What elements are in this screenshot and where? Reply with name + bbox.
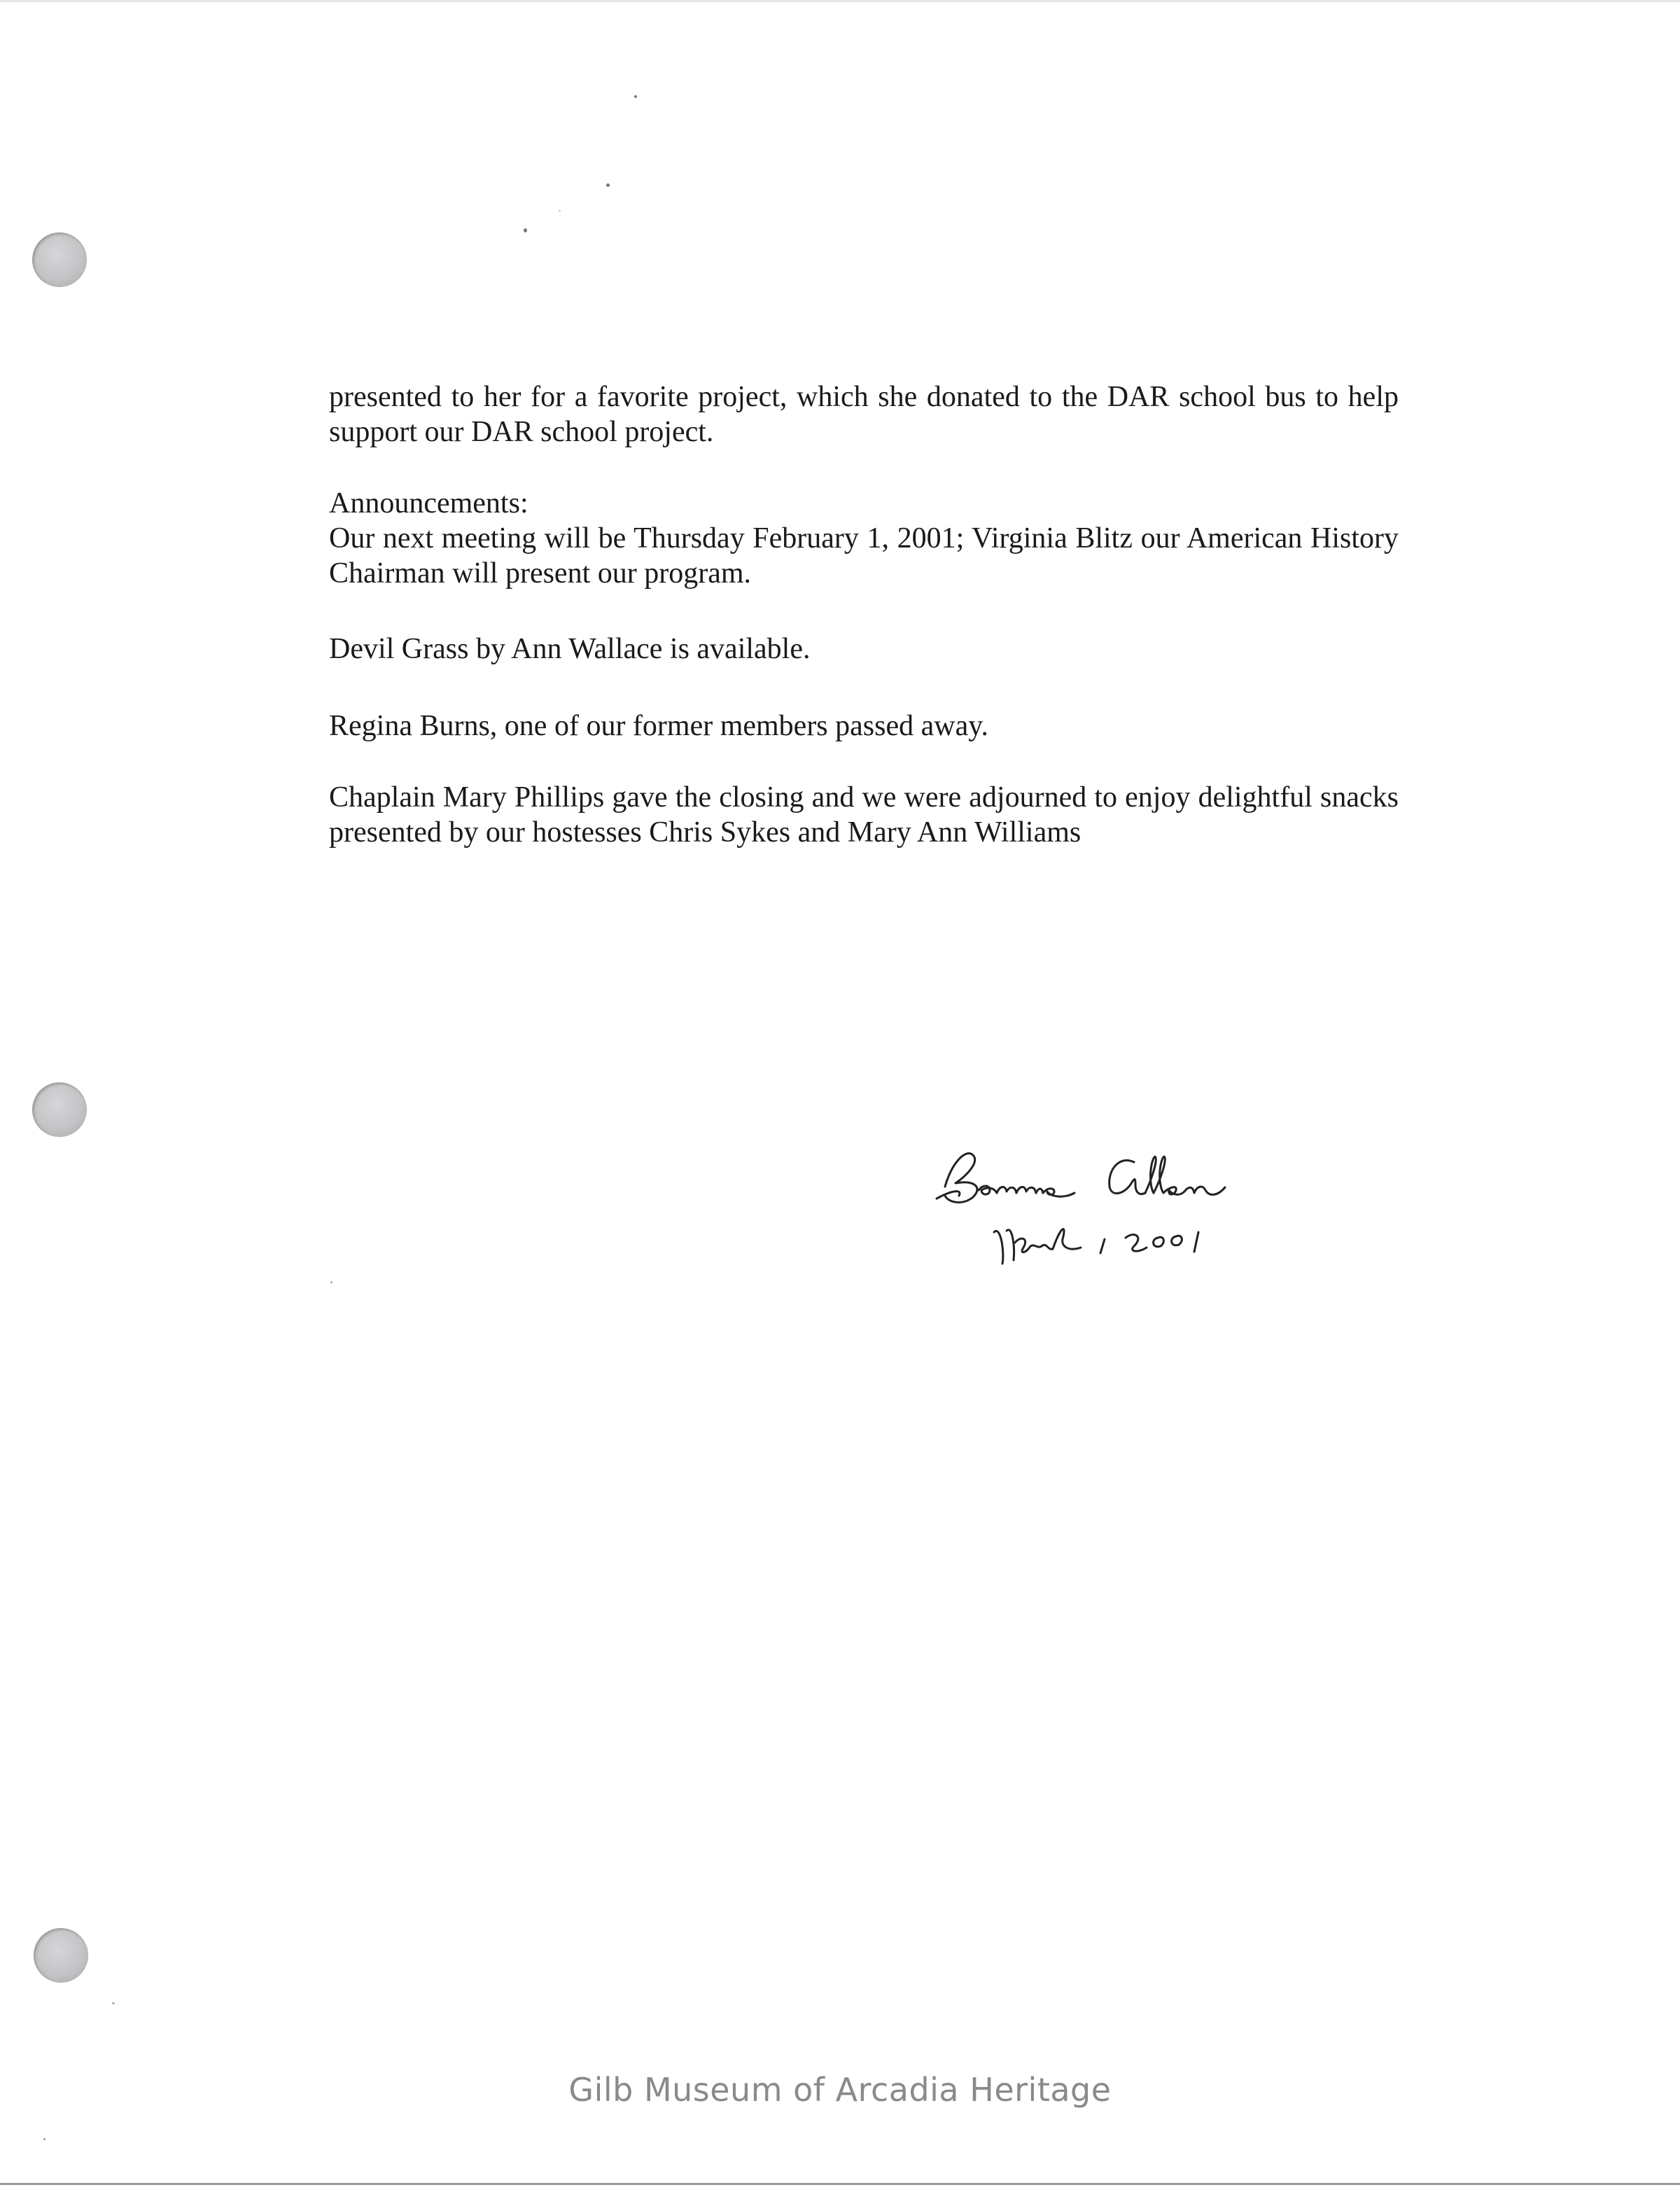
scan-bottom-edge — [0, 2183, 1680, 2185]
punch-hole-middle — [32, 1082, 87, 1137]
scan-speck — [43, 2138, 46, 2140]
scan-speck — [559, 210, 561, 211]
museum-watermark: Gilb Museum of Arcadia Heritage — [568, 2071, 1112, 2109]
paragraph-presented: presented to her for a favorite project, which she donated to the DAR school bus to help support our DAR school project. — [329, 381, 1399, 448]
paragraph-regina-burns: Regina Burns, one of our former members passed away. — [329, 710, 989, 742]
scan-speck — [606, 183, 610, 187]
handwritten-signature — [924, 1120, 1344, 1302]
paragraph-chaplain-closing: Chaplain Mary Phillips gave the closing and we were adjourned to enjoy delightful snacks presented by our hostesses Chris Sykes and Mary Ann Williams — [329, 781, 1399, 849]
paragraph-next-meeting: Our next meeting will be Thursday February 1, 2001; Virginia Blitz our American History Chairman will present our program. — [329, 522, 1399, 589]
scan-top-edge — [0, 0, 1680, 2]
scan-speck — [524, 228, 527, 232]
announcements-heading: Announcements: — [329, 487, 528, 519]
punch-hole-bottom — [34, 1928, 88, 1983]
announcements-block — [329, 486, 1399, 591]
scan-speck — [112, 2002, 115, 2004]
punch-hole-top — [32, 232, 87, 287]
scan-speck — [634, 95, 637, 98]
scan-speck — [330, 1281, 332, 1283]
paragraph-devil-grass: Devil Grass by Ann Wallace is available. — [329, 633, 811, 665]
